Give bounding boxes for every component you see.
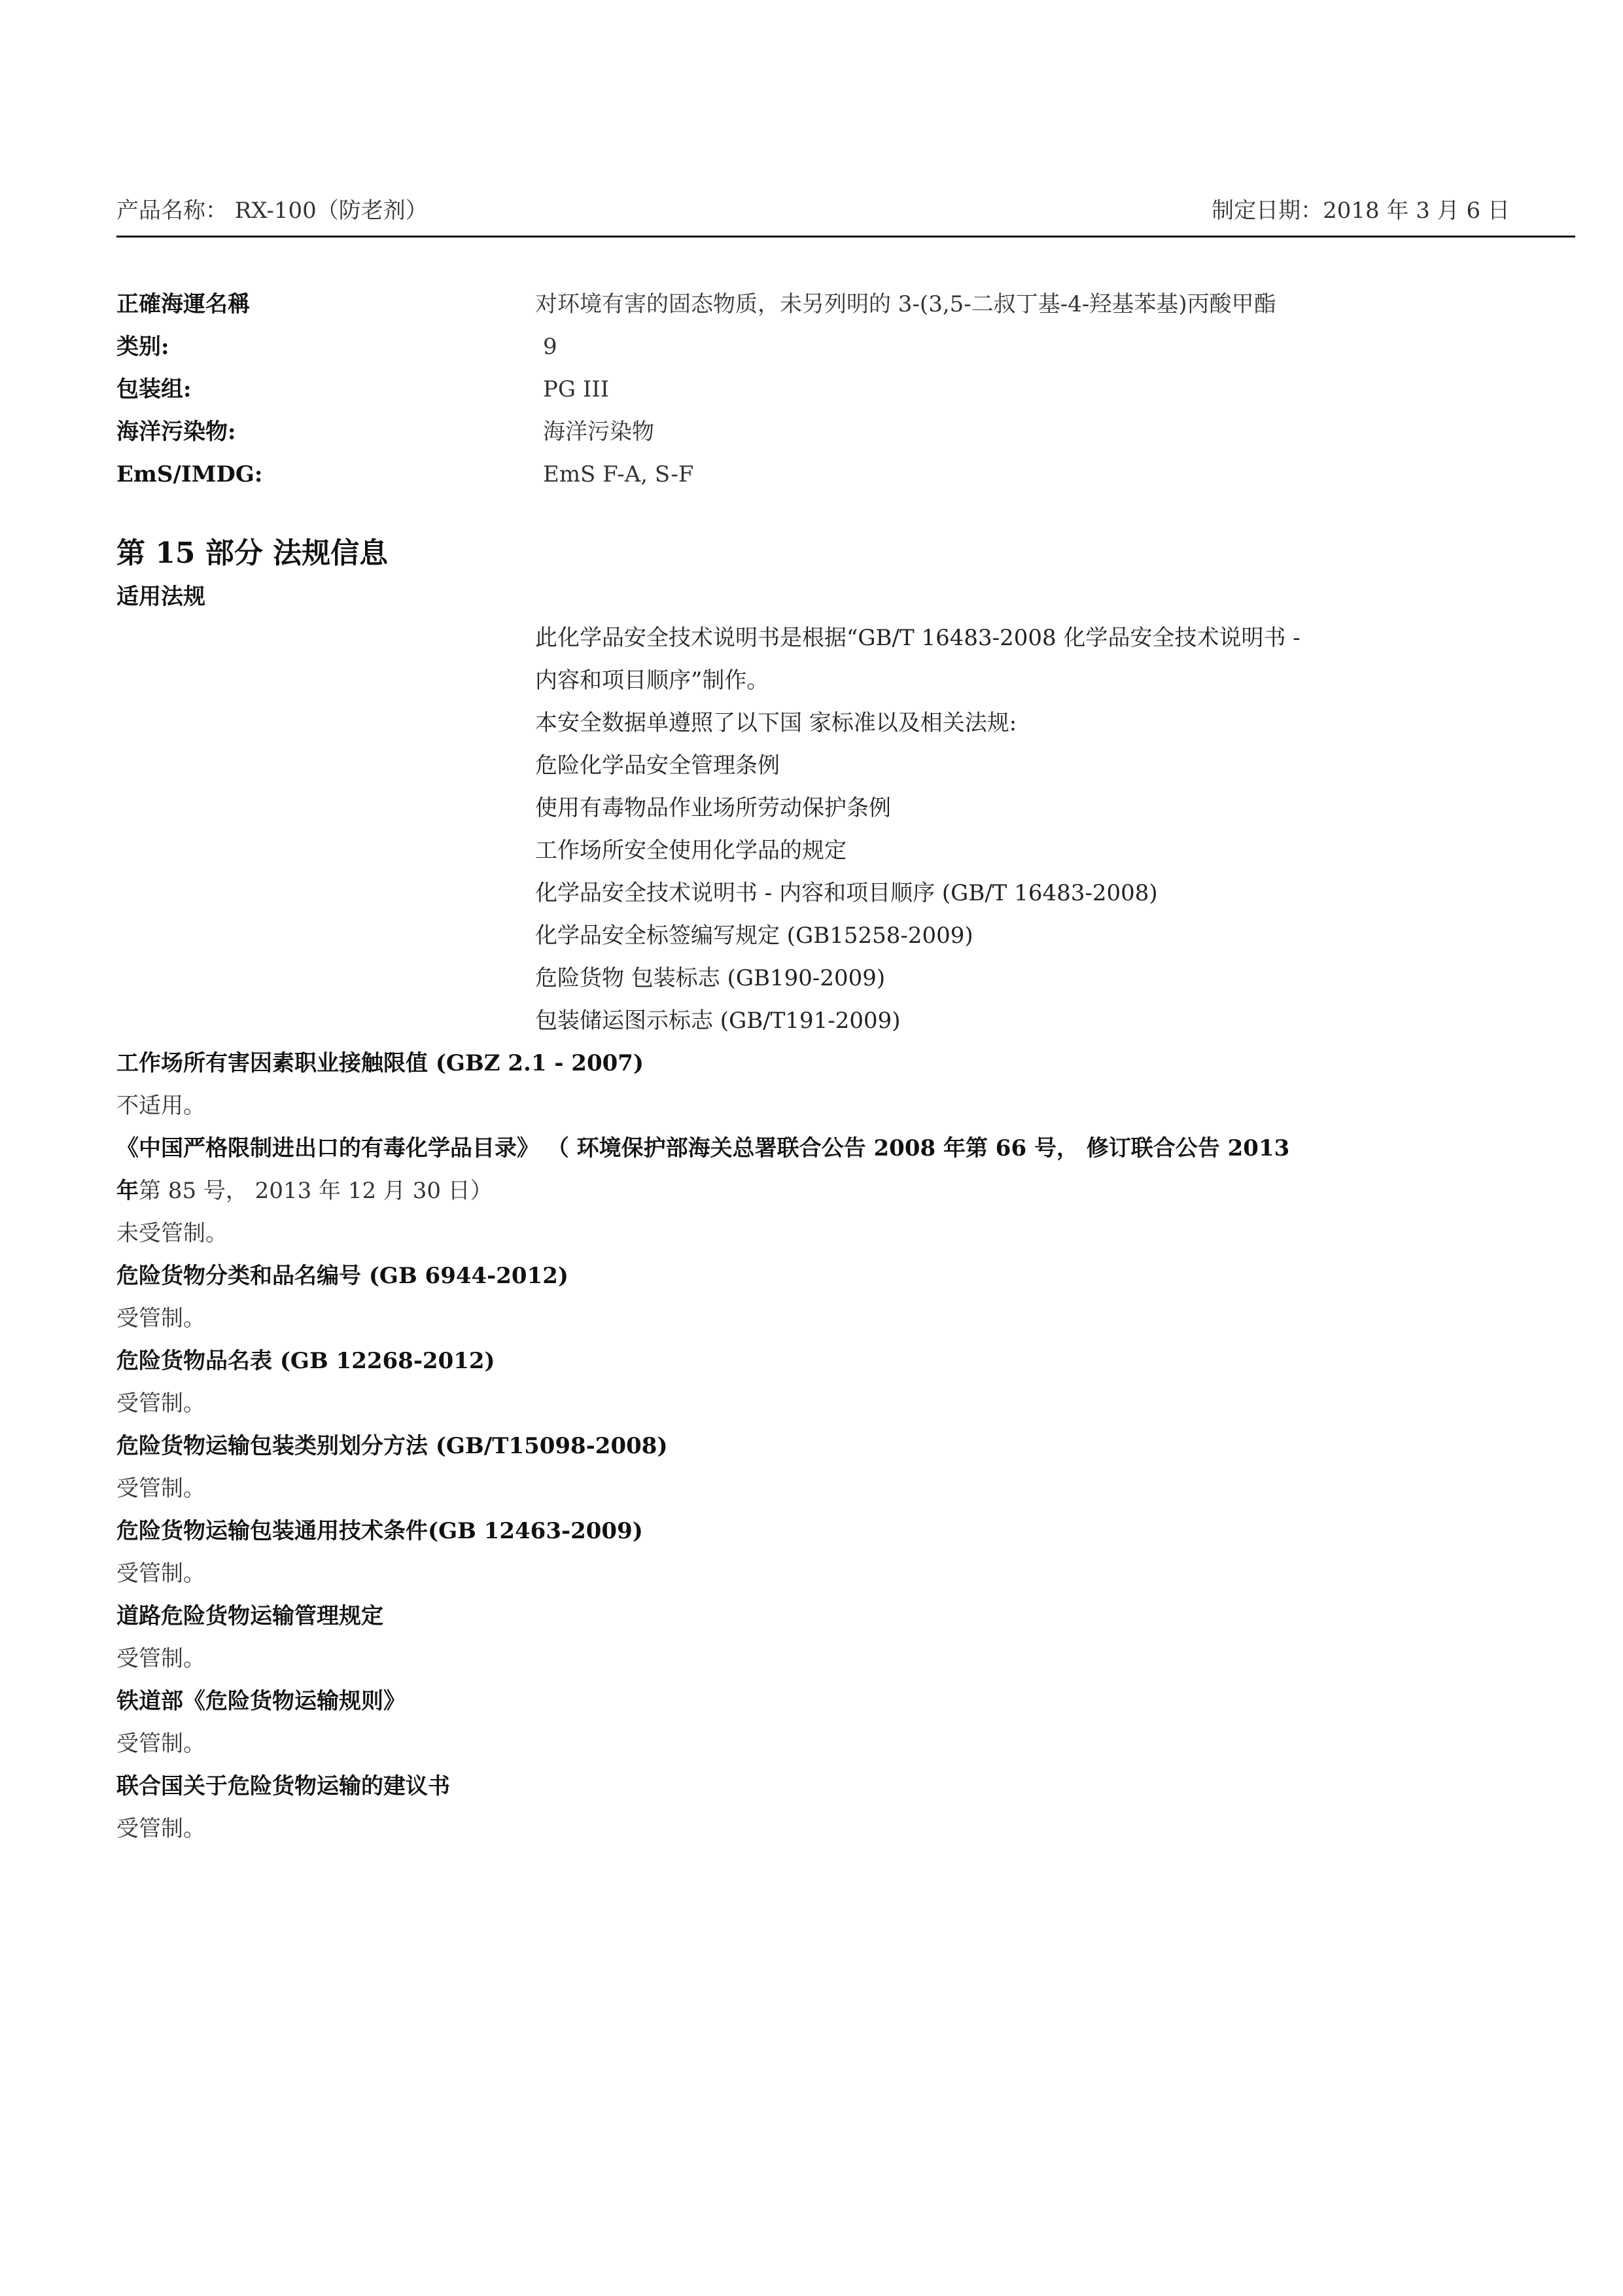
applicable-line: 工作场所安全使用化学品的规定 [535,838,846,864]
issue-date-label: 制定日期：2018 年 3 月 6 日 [1212,198,1510,224]
ems-label: EmS/IMDG: [116,461,263,487]
regulation-title: 危险货物运输包装通用技术条件(GB 12463-2009) [116,1518,643,1544]
regulation-title: 危险货物品名表 (GB 12268-2012) [116,1348,495,1374]
applicable-line: 危险货物 包装标志 (GB190-2009) [535,965,886,991]
applicable-line: 使用有毒物品作业场所劳动保护条例 [535,795,891,821]
transport-row-marine-pollutant [116,412,1529,451]
applicable-line: 化学品安全技术说明书 - 内容和项目顺序 (GB/T 16483-2008) [535,880,1158,906]
regulation-status: 受管制。 [116,1561,205,1587]
marine-pollutant-value: 海洋污染物 [543,419,654,445]
regulation-title: 工作场所有害因素职业接触限值 (GBZ 2.1 - 2007) [116,1050,644,1076]
applicable-line: 内容和项目顺序”制作。 [535,667,769,694]
header-divider [116,236,1575,238]
regulation-title: 铁道部《危险货物运输规则》 [116,1688,406,1714]
packing-group-label: 包装组: [116,376,192,402]
packing-group-value: PG III [543,376,610,402]
shipping-name-value: 对环境有害的固态物质，未另列明的 3-(3,5-二叔丁基-4-羟基苯基)丙酸甲酯 [535,291,1276,317]
applicable-line: 包装储运图示标志 (GB/T191-2009) [535,1008,901,1034]
transport-row-packing-group [116,370,1529,409]
applicable-regulations-heading: 适用法规 [116,584,205,610]
transport-row-class [116,327,1529,366]
regulation-status: 受管制。 [116,1816,205,1842]
applicable-line: 化学品安全标签编写规定 (GB15258-2009) [535,923,973,949]
product-name-label: 产品名称： RX-100（防老剂） [116,198,428,224]
applicable-line: 本安全数据单遵照了以下国 家标准以及相关法规: [535,710,1017,736]
regulation-title: 危险货物运输包装类别划分方法 (GB/T15098-2008) [116,1433,668,1459]
class-label: 类别: [116,334,169,360]
page-header [116,196,1529,225]
regulation-title-year-char: 年 [116,1178,139,1204]
shipping-name-label: 正確海運名稱 [116,291,250,317]
regulation-status: 受管制。 [116,1731,205,1757]
regulation-status: 受管制。 [116,1475,205,1502]
ems-value: EmS F-A, S-F [543,461,694,487]
regulation-title-continued [116,1171,493,1210]
regulation-title: 危险货物分类和品名编号 (GB 6944-2012) [116,1263,568,1289]
applicable-line: 此化学品安全技术说明书是根据“GB/T 16483-2008 化学品安全技术说明书 - [535,625,1300,651]
class-value: 9 [543,334,557,360]
regulation-title: 《中国严格限制进出口的有毒化学品目录》 （ 环境保护部海关总署联合公告 2008 年第 66 号， 修订联合公告 2013 [116,1135,1290,1161]
transport-row-shipping-name [116,285,1529,324]
transport-row-ems [116,455,1529,494]
regulation-status: 受管制。 [116,1305,205,1332]
regulation-title: 联合国关于危险货物运输的建议书 [116,1773,450,1799]
section-title: 第 15 部分 法规信息 [116,537,389,570]
regulation-title-rest: 第 85 号， 2013 年 12 月 30 日） [139,1178,493,1204]
regulation-status: 受管制。 [116,1390,205,1417]
regulation-status: 不适用。 [116,1093,205,1119]
marine-pollutant-label: 海洋污染物: [116,419,236,445]
applicable-line: 危险化学品安全管理条例 [535,752,780,779]
regulation-title: 道路危险货物运输管理规定 [116,1603,383,1629]
regulation-status: 未受管制。 [116,1220,228,1246]
regulation-status: 受管制。 [116,1646,205,1672]
